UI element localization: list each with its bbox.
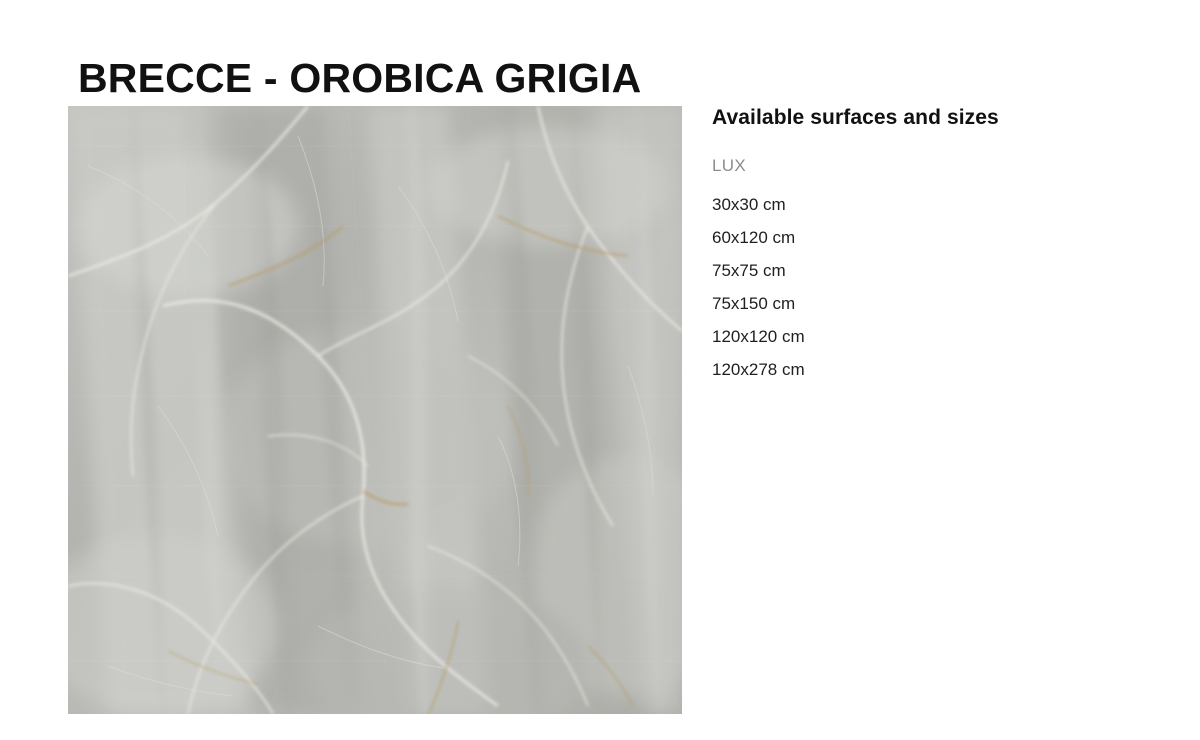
available-surfaces-heading: Available surfaces and sizes xyxy=(712,106,999,129)
list-item: 120x278 cm xyxy=(712,360,805,379)
list-item: 60x120 cm xyxy=(712,228,796,247)
page-title: BRECCE - OROBICA GRIGIA xyxy=(78,55,642,102)
list-item: 30x30 cm xyxy=(712,195,786,214)
product-image xyxy=(68,106,682,714)
list-item: 75x75 cm xyxy=(712,261,786,280)
size-list xyxy=(712,188,1132,386)
info-panel xyxy=(712,106,1132,386)
marble-texture-graphic xyxy=(68,106,682,714)
list-item: 120x120 cm xyxy=(712,327,805,346)
surface-name-lux: LUX xyxy=(712,156,746,175)
list-item: 75x150 cm xyxy=(712,294,796,313)
